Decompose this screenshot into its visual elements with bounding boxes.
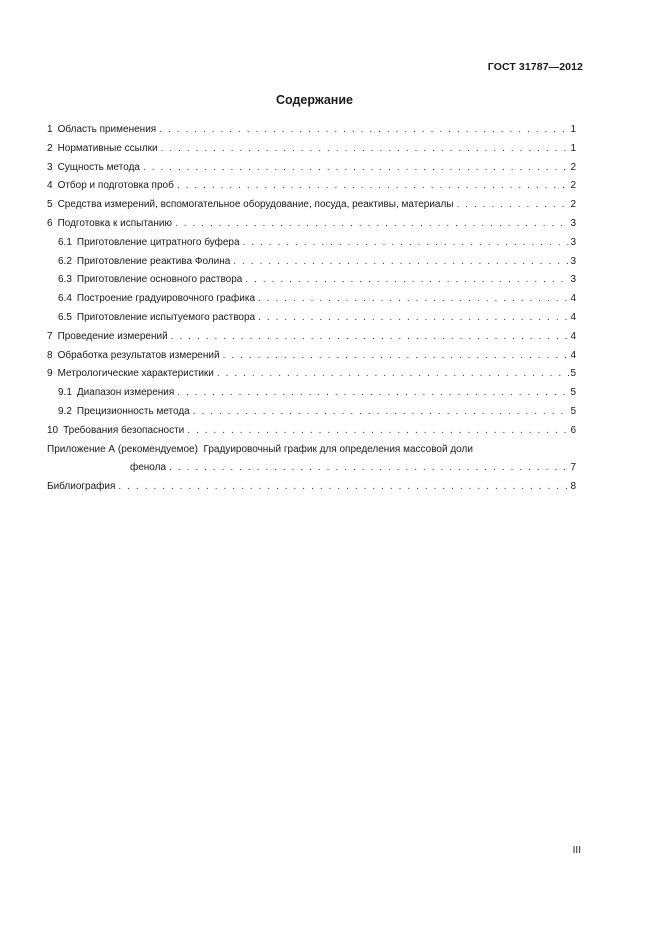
toc-leader-dots [175,215,569,234]
toc-leader-dots [217,365,570,384]
toc-annex-label-line2: фенола [130,462,167,474]
toc-leader-dots [457,196,570,215]
toc-entry-label: Требования безопасности [63,424,185,436]
toc-entry-label: Приготовление цитратного буфера [76,236,240,248]
toc-entry-number: 6.4 [58,293,72,305]
toc-leader-dots [187,422,569,441]
toc-bibliography-entry[interactable] [47,478,576,497]
toc-leader-dots [258,309,569,328]
toc-entry-label: Средства измерений, вспомогательное оборудование, посуда, реактивы, материалы [57,199,454,211]
toc-entry[interactable] [47,121,576,140]
toc-entry-label: Диапазон измерения [76,387,175,399]
toc-entry-page: 2 [570,199,576,211]
toc-entry-page: 2 [570,180,576,192]
toc-leader-dots [245,271,569,290]
toc-leader-dots [233,253,569,272]
toc-entry-page: 6 [570,424,576,436]
toc-annex-entry[interactable] [47,441,576,460]
toc-annex-label-line1: Градуировочный график для определения массовой доли [203,443,473,455]
toc-entry[interactable] [47,422,576,441]
toc-leader-dots [161,140,570,159]
toc-leader-dots [169,459,569,478]
toc-leader-dots [143,159,569,178]
toc-entry-label: Библиография [47,481,116,493]
toc-entry-number: 9 [47,368,53,380]
toc-entry-label: Приготовление основного раствора [76,274,243,286]
toc-subentry[interactable] [47,309,576,328]
toc-leader-dots [243,234,570,253]
toc-entry-number: 9.1 [58,387,72,399]
toc-entry-number: 6.5 [58,311,72,323]
toc-entry-number: 6.2 [58,255,72,267]
toc-entry[interactable] [47,347,576,366]
toc-entry[interactable] [47,140,576,159]
toc-entry-number: 7 [47,330,53,342]
toc-leader-dots [177,384,569,403]
toc-entry-page: 4 [570,293,576,305]
toc-entry[interactable] [47,365,576,384]
toc-entry[interactable] [47,196,576,215]
toc-entry-label: Приготовление реактива Фолина [76,255,231,267]
toc-entry-page: 2 [570,161,576,173]
toc-entry-page: 5 [570,405,576,417]
toc-entry-label: Приготовление испытуемого раствора [76,311,256,323]
toc-entry-page: 1 [570,142,576,154]
toc-annex-continuation[interactable] [47,459,576,478]
toc-entry-page: 3 [570,255,576,267]
toc-subentry[interactable] [47,290,576,309]
toc-entry-label: Подготовка к испытанию [57,217,172,229]
toc-entry-number: 6 [47,217,53,229]
toc-leader-dots [223,347,570,366]
toc-entry-label: Нормативные ссылки [57,142,158,154]
toc-entry-label: Обработка результатов измерений [57,349,220,361]
toc-subentry[interactable] [47,234,576,253]
toc-entry-number: 4 [47,180,53,192]
toc-annex-prefix: Приложение А (рекомендуемое) [47,443,198,455]
toc-entry-page: 7 [570,462,576,474]
toc-entry-page: 3 [570,274,576,286]
toc-leader-dots [159,121,569,140]
toc-entry-number: 6.1 [58,236,72,248]
toc-entry-page: 1 [570,124,576,135]
toc-leader-dots [118,478,569,497]
toc-entry-label: Область применения [57,124,157,135]
toc-entry-number: 6.3 [58,274,72,286]
toc-entry[interactable] [47,159,576,178]
toc-entry-page: 8 [570,481,576,493]
toc-entry[interactable] [47,328,576,347]
toc-entry-label: Прецизионность метода [76,405,190,417]
toc-subentry[interactable] [47,384,576,403]
toc-subentry[interactable] [47,253,576,272]
toc-entry-page: 3 [570,236,576,248]
toc-leader-dots [177,177,570,196]
toc-entry-label: Отбор и подготовка проб [57,180,174,192]
toc-subentry[interactable] [47,271,576,290]
toc-entry-number: 3 [47,161,53,173]
toc-entry-page: 4 [570,330,576,342]
toc-entry-page: 4 [570,349,576,361]
toc-leader-dots [258,290,569,309]
toc-subentry[interactable] [47,403,576,422]
toc-entry[interactable] [47,177,576,196]
toc-entry-number: 2 [47,142,53,154]
page-number: III [572,845,581,856]
toc-leader-dots [193,403,570,422]
toc-leader-dots [171,328,570,347]
toc-entry-page: 3 [570,217,576,229]
toc-entry-label: Сущность метода [57,161,140,173]
toc-entry-page: 5 [570,387,576,399]
toc-entry-number: 5 [47,199,53,211]
toc-entry-number: 10 [47,424,59,436]
standard-code-header: ГОСТ 31787—2012 [487,61,583,73]
toc-entry[interactable] [47,215,576,234]
toc-entry-label: Метрологические характеристики [57,368,214,380]
toc-entry-label: Проведение измерений [57,330,168,342]
toc-entry-page: 4 [570,311,576,323]
toc-entry-page: 5 [570,368,576,380]
toc-entry-number: 9.2 [58,405,72,417]
toc-entry-label: Построение градуировочного графика [76,293,256,305]
table-of-contents [47,121,576,497]
toc-entry-number: 8 [47,349,53,361]
page-title: Содержание [275,93,353,107]
toc-entry-number: 1 [47,124,53,135]
